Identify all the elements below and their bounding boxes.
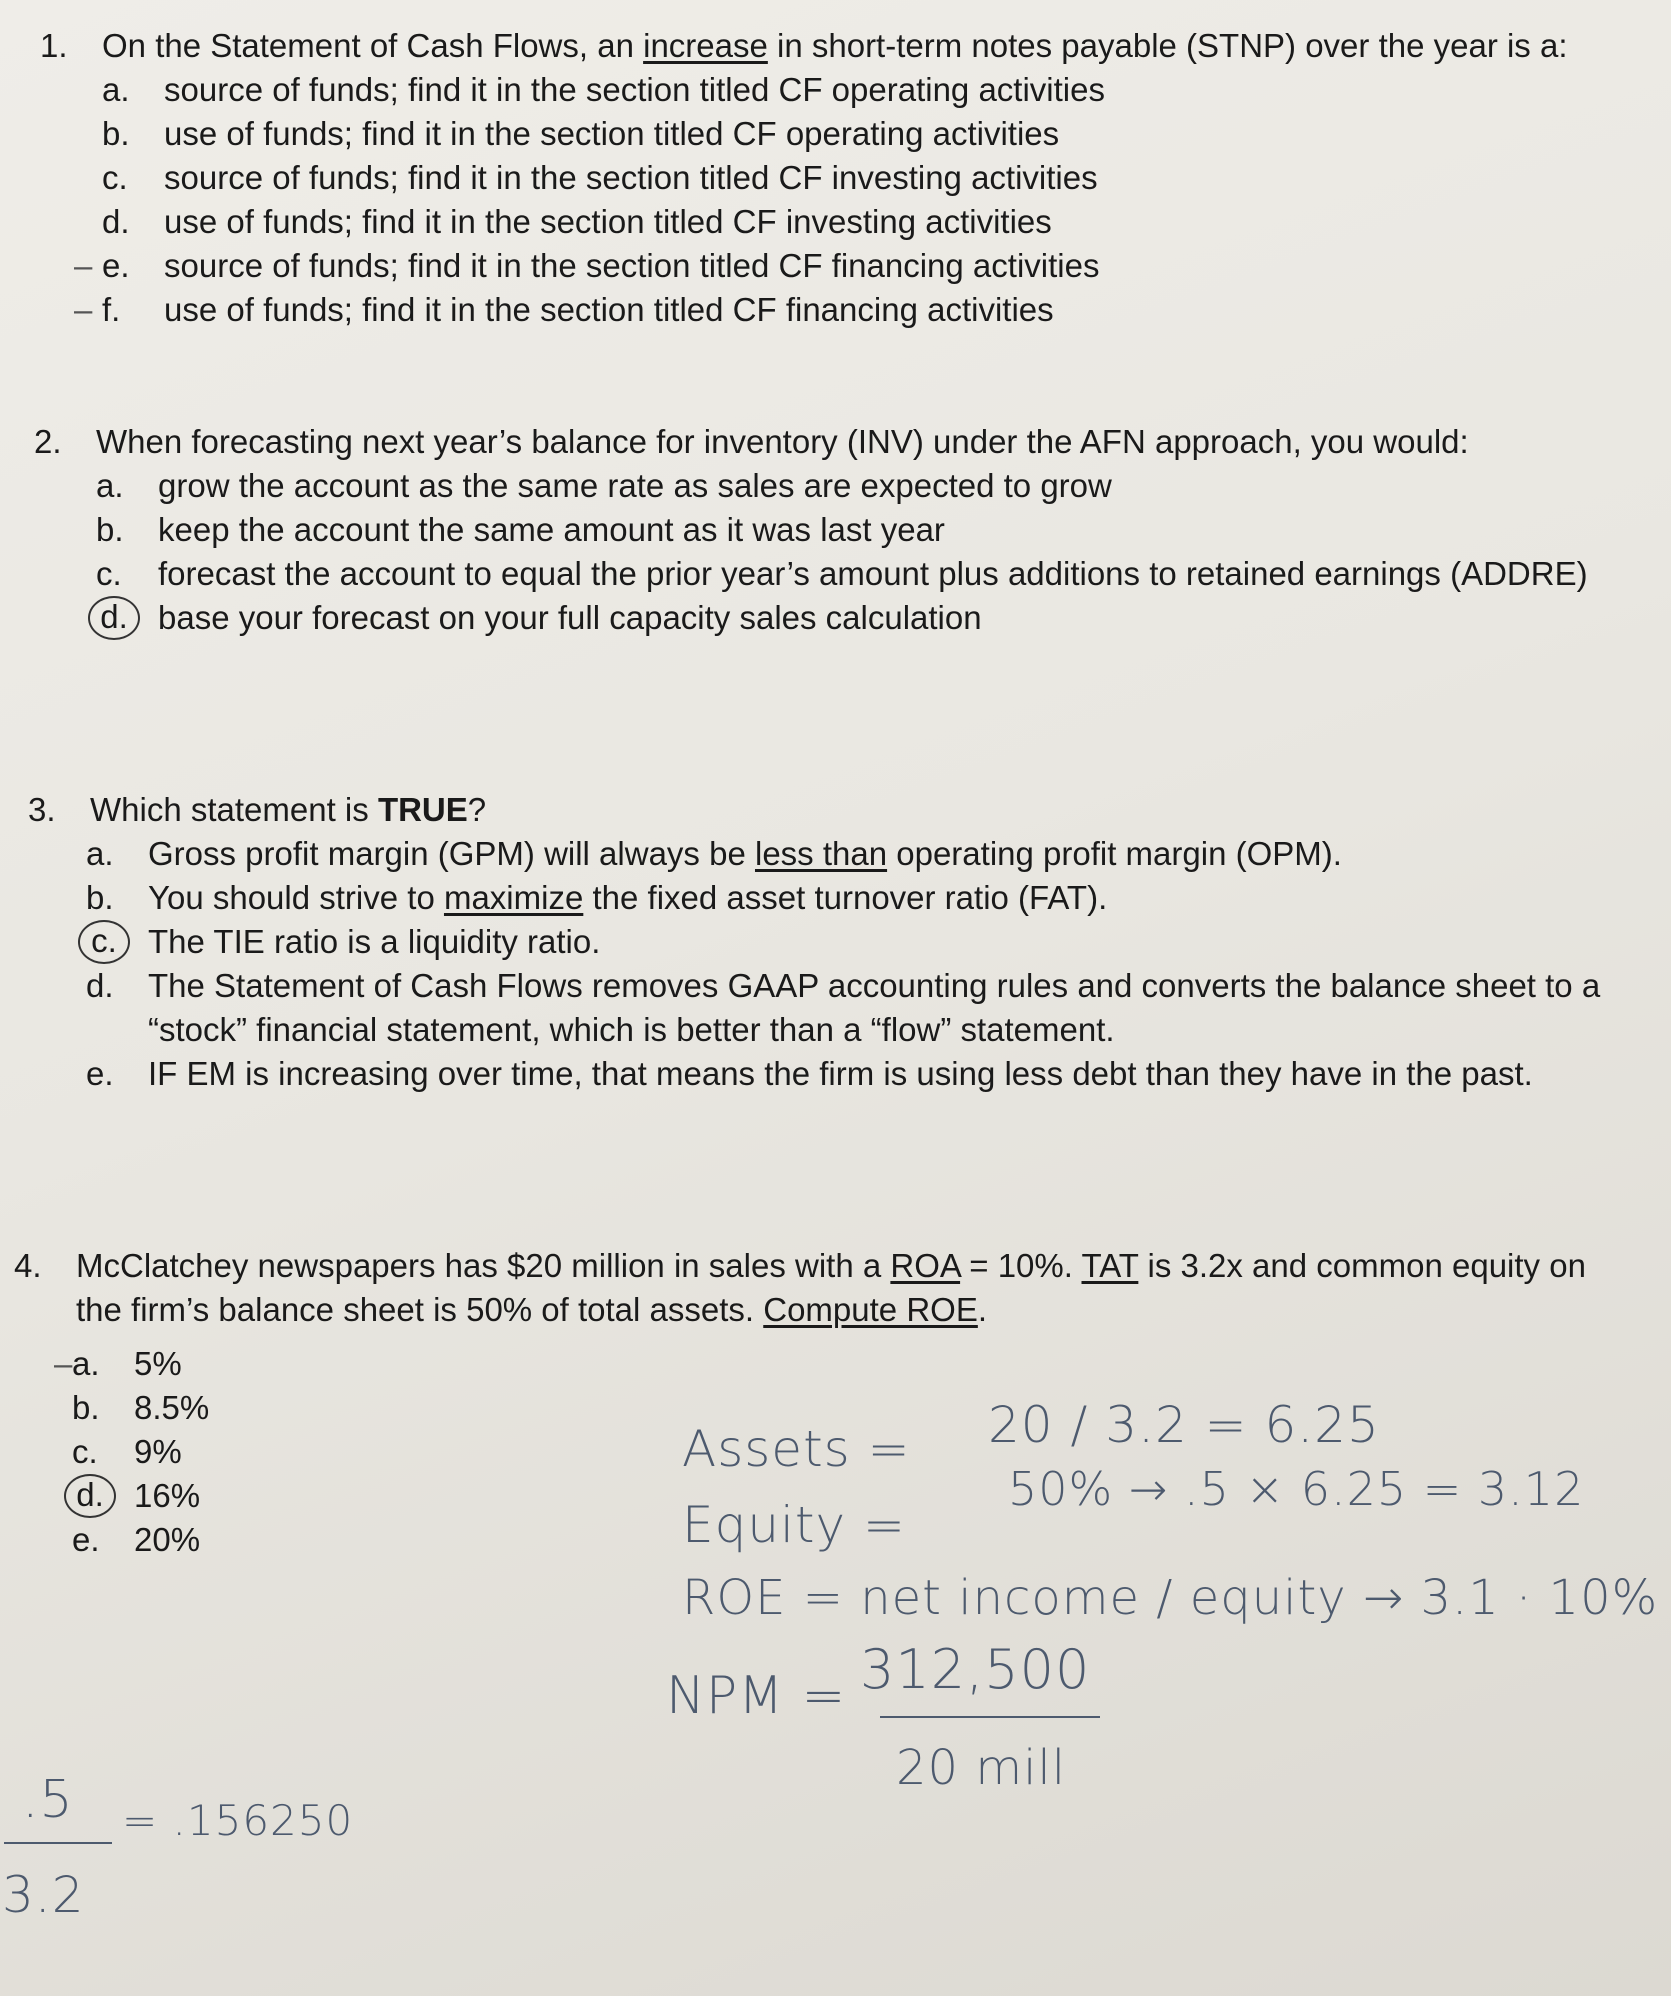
question-stem: McClatchey newspapers has $20 million in sales with a ROA = 10%. TAT is 3.2x and common equity on the firm’s balance sheet is 50% of total assets. Compute ROE. (76, 1247, 1586, 1328)
question-stem: When forecasting next year’s balance for inventory (INV) under the AFN approach, you would: (96, 423, 1469, 460)
answer-circle: d. (64, 1474, 116, 1518)
option-d: d. use of funds; find it in the section titled CF investing activities (102, 203, 1052, 240)
handwritten-fraction-numerator: .5 (22, 1770, 74, 1830)
handwritten-npm-numerator: 312,500 (860, 1638, 1091, 1701)
option-c: c. The TIE ratio is a liquidity ratio. (86, 920, 1648, 964)
option-c: c. 9% (72, 1433, 182, 1470)
option-b: b. keep the account the same amount as it was last year (96, 511, 945, 548)
option-c: c. source of funds; find it in the section titled CF investing activities (102, 159, 1098, 196)
handwritten-assets-calc: 20 / 3.2 = 6.25 (988, 1396, 1380, 1454)
option-d: d. The Statement of Cash Flows removes GAAP accounting rules and converts the balance sheet to a “stock” financial statement, which is better than a “flow” statement. (86, 967, 1601, 1048)
option-d: d. base your forecast on your full capacity sales calculation (96, 596, 1634, 640)
question-2 (34, 420, 1634, 640)
question-number: 1. (40, 27, 68, 64)
question-1 (40, 24, 1640, 332)
option-f: – f. use of funds; find it in the section titled CF financing activities (102, 288, 1640, 332)
handwritten-npm-label: NPM = (666, 1666, 847, 1726)
dash-mark-icon: – (54, 1345, 73, 1382)
option-c: c. forecast the account to equal the prior year’s amount plus additions to retained earnings (ADDRE) (96, 555, 1588, 592)
option-b: b. You should strive to maximize the fixed asset turnover ratio (FAT). (86, 879, 1108, 916)
option-list (86, 832, 1648, 1096)
handwritten-fraction-bar (4, 1842, 112, 1844)
question-stem: On the Statement of Cash Flows, an increase in short-term notes payable (STNP) over the year is a: (102, 27, 1568, 64)
handwritten-fraction-denominator: 3.2 (2, 1866, 85, 1924)
question-3 (28, 788, 1648, 1096)
option-list (96, 464, 1634, 640)
option-e: e. IF EM is increasing over time, that means the firm is using less debt than they have in the past. (86, 1055, 1533, 1092)
question-number: 3. (28, 791, 56, 828)
handwritten-equity-label: Equity = (682, 1496, 906, 1554)
option-a: a. Gross profit margin (GPM) will always be less than operating profit margin (OPM). (86, 835, 1342, 872)
option-a: a. grow the account as the same rate as sales are expected to grow (96, 467, 1112, 504)
option-d: d. 16% (72, 1474, 1654, 1518)
option-b: b. use of funds; find it in the section titled CF operating activities (102, 115, 1060, 152)
dash-mark-icon: – (74, 247, 93, 284)
handwritten-npm-denominator: 20 mill (896, 1740, 1067, 1796)
question-stem: Which statement is TRUE? (90, 791, 487, 828)
option-e: – e. source of funds; find it in the section titled CF financing activities (102, 244, 1640, 288)
handwritten-equity-calc: 50% → .5 × 6.25 = 3.12 (1008, 1462, 1585, 1516)
option-a: – a. 5% (72, 1342, 1654, 1386)
question-number: 4. (14, 1247, 42, 1284)
option-b: b. 8.5% (72, 1389, 210, 1426)
option-a: a. source of funds; find it in the section titled CF operating activities (102, 71, 1105, 108)
handwritten-roe-line: ROE = net income / equity → 3.1 · 10% (682, 1570, 1659, 1626)
handwritten-fraction-result: = .156250 (122, 1796, 354, 1845)
option-list (74, 68, 1640, 332)
option-e: e. 20% (72, 1521, 201, 1558)
answer-circle: d. (88, 596, 140, 640)
question-number: 2. (34, 423, 62, 460)
handwritten-fraction-bar (880, 1716, 1100, 1718)
handwritten-assets-label: Assets = (682, 1420, 911, 1478)
answer-circle: c. (78, 920, 130, 964)
dash-mark-icon: – (74, 291, 93, 328)
